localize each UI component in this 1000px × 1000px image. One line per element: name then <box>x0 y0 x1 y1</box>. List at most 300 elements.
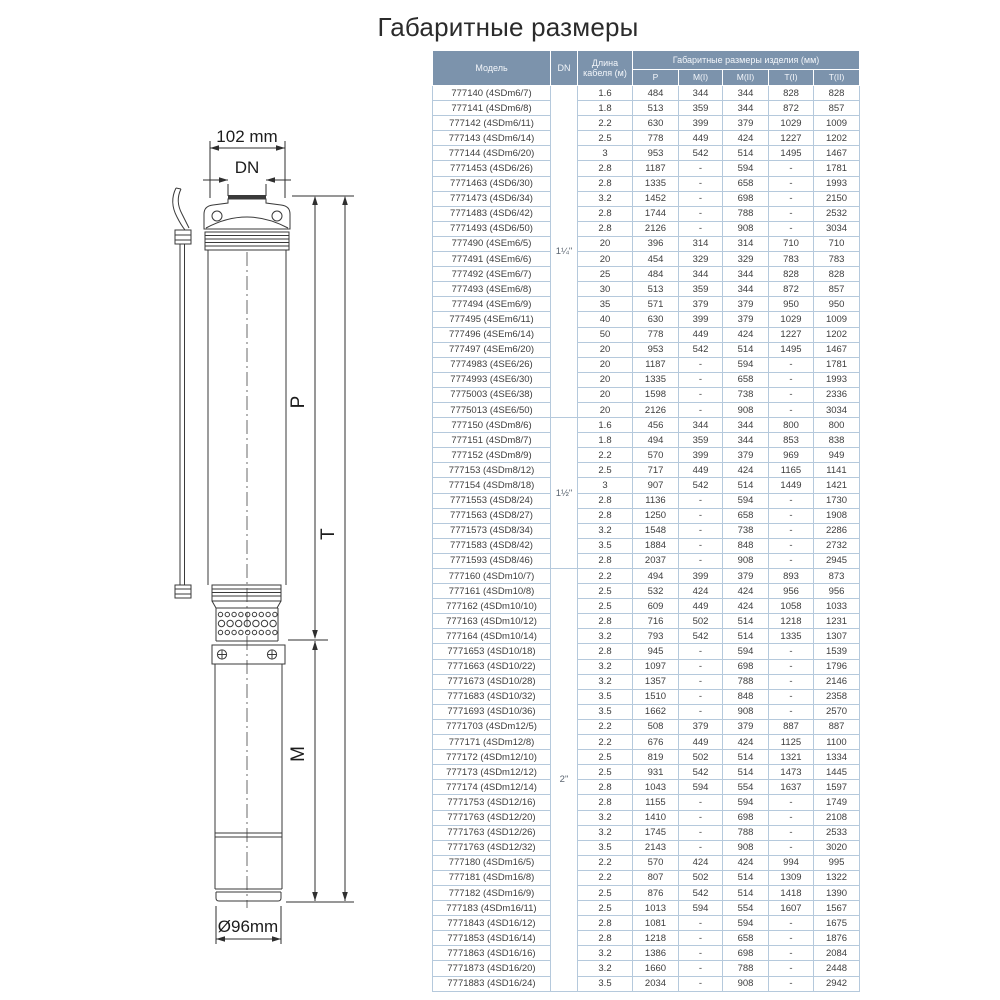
p-cell: 1410 <box>633 810 679 825</box>
m1-cell: 344 <box>679 418 723 433</box>
cable-cell: 20 <box>578 372 633 387</box>
t1-cell: 1227 <box>769 131 814 146</box>
model-cell: 7771883 (4SD16/24) <box>433 976 551 991</box>
model-cell: 7771453 (4SD6/26) <box>433 161 551 176</box>
table-row <box>433 584 860 599</box>
cable-guard <box>173 188 191 598</box>
m1-cell: 542 <box>679 765 723 780</box>
model-cell: 7771673 (4SD10/28) <box>433 674 551 689</box>
total-length-label: T <box>318 528 339 540</box>
t1-cell: - <box>769 795 814 810</box>
cable-cell: 3.5 <box>578 976 633 991</box>
p-cell: 819 <box>633 750 679 765</box>
cable-cell: 3.2 <box>578 825 633 840</box>
t2-cell: 1033 <box>814 599 860 614</box>
table-row <box>433 493 860 508</box>
p-cell: 1250 <box>633 508 679 523</box>
t1-cell: 872 <box>769 101 814 116</box>
cable-cell: 2.2 <box>578 719 633 734</box>
width-102mm-label: 102 mm <box>216 127 278 146</box>
col-ti: T(I) <box>769 70 814 86</box>
cable-cell: 2.8 <box>578 553 633 568</box>
m1-cell: - <box>679 221 723 236</box>
m1-cell: - <box>679 402 723 417</box>
model-cell: 777150 (4SDm8/6) <box>433 418 551 433</box>
t1-cell: 1125 <box>769 735 814 750</box>
p-cell: 717 <box>633 463 679 478</box>
t2-cell: 1796 <box>814 659 860 674</box>
table-row <box>433 674 860 689</box>
model-cell: 777161 (4SDm10/8) <box>433 584 551 599</box>
m1-cell: - <box>679 931 723 946</box>
t1-cell: 956 <box>769 584 814 599</box>
table-row <box>433 780 860 795</box>
p-cell: 807 <box>633 870 679 885</box>
table-row <box>433 659 860 674</box>
table-row <box>433 810 860 825</box>
t2-cell: 857 <box>814 282 860 297</box>
m2-cell: 658 <box>723 176 769 191</box>
t1-cell: 1029 <box>769 312 814 327</box>
table-row <box>433 312 860 327</box>
cable-cell: 2.8 <box>578 176 633 191</box>
motor-length-label: M <box>288 746 309 762</box>
m1-cell: 542 <box>679 478 723 493</box>
dn-group-cell: 2" <box>551 569 578 992</box>
p-cell: 2037 <box>633 553 679 568</box>
model-cell: 7771583 (4SD8/42) <box>433 538 551 553</box>
m1-cell: - <box>679 795 723 810</box>
page-title: Габаритные размеры <box>377 12 639 42</box>
diameter-96mm-label: Ø96mm <box>217 917 279 936</box>
table-row <box>433 735 860 750</box>
t2-cell: 1781 <box>814 357 860 372</box>
cable-cell: 3.5 <box>578 704 633 719</box>
p-cell: 484 <box>633 86 679 101</box>
p-cell: 456 <box>633 418 679 433</box>
t2-cell: 2286 <box>814 523 860 538</box>
cable-cell: 2.8 <box>578 916 633 931</box>
m2-cell: 379 <box>723 297 769 312</box>
cable-cell: 3.2 <box>578 191 633 206</box>
table-row <box>433 282 860 297</box>
cable-cell: 2.2 <box>578 448 633 463</box>
t1-cell: 1321 <box>769 750 814 765</box>
table-row <box>433 418 860 433</box>
p-cell: 907 <box>633 478 679 493</box>
cable-cell: 25 <box>578 267 633 282</box>
model-cell: 7775013 (4SE6/50) <box>433 402 551 417</box>
t1-cell: 828 <box>769 267 814 282</box>
table-row <box>433 870 860 885</box>
model-cell: 777182 (4SDm16/9) <box>433 885 551 900</box>
m2-cell: 424 <box>723 584 769 599</box>
m1-cell: 399 <box>679 116 723 131</box>
cable-cell: 2.5 <box>578 901 633 916</box>
m2-cell: 424 <box>723 855 769 870</box>
table-row <box>433 825 860 840</box>
m2-cell: 344 <box>723 101 769 116</box>
model-cell: 7771693 (4SD10/36) <box>433 704 551 719</box>
cable-cell: 20 <box>578 387 633 402</box>
p-cell: 396 <box>633 236 679 251</box>
cable-cell: 2.5 <box>578 765 633 780</box>
table-row <box>433 116 860 131</box>
m1-cell: 542 <box>679 629 723 644</box>
p-cell: 778 <box>633 131 679 146</box>
model-cell: 777492 (4SEm6/7) <box>433 267 551 282</box>
t2-cell: 956 <box>814 584 860 599</box>
model-cell: 777160 (4SDm10/7) <box>433 569 551 584</box>
t1-cell: 950 <box>769 297 814 312</box>
t2-cell: 857 <box>814 101 860 116</box>
table-row <box>433 931 860 946</box>
t2-cell: 3034 <box>814 402 860 417</box>
t1-cell: 1607 <box>769 901 814 916</box>
table-row <box>433 644 860 659</box>
p-cell: 630 <box>633 116 679 131</box>
t2-cell: 1141 <box>814 463 860 478</box>
t1-cell: - <box>769 931 814 946</box>
model-cell: 777183 (4SDm16/11) <box>433 901 551 916</box>
table-row <box>433 478 860 493</box>
cable-cell: 2.8 <box>578 493 633 508</box>
m1-cell: - <box>679 161 723 176</box>
p-cell: 1013 <box>633 901 679 916</box>
t2-cell: 1567 <box>814 901 860 916</box>
t2-cell: 2108 <box>814 810 860 825</box>
t2-cell: 950 <box>814 297 860 312</box>
table-row <box>433 569 860 584</box>
cable-cell: 2.8 <box>578 931 633 946</box>
p-cell: 532 <box>633 584 679 599</box>
cable-cell: 2.8 <box>578 644 633 659</box>
t1-cell: - <box>769 387 814 402</box>
m1-cell: 542 <box>679 342 723 357</box>
m1-cell: 502 <box>679 750 723 765</box>
t1-cell: - <box>769 810 814 825</box>
p-cell: 1452 <box>633 191 679 206</box>
t2-cell: 2570 <box>814 704 860 719</box>
cable-cell: 2.8 <box>578 508 633 523</box>
model-cell: 7771763 (4SD12/32) <box>433 840 551 855</box>
col-model: Модель <box>433 51 551 86</box>
t1-cell: - <box>769 191 814 206</box>
t1-cell: 1227 <box>769 327 814 342</box>
t2-cell: 1202 <box>814 131 860 146</box>
model-cell: 777144 (4SDm6/20) <box>433 146 551 161</box>
p-cell: 571 <box>633 297 679 312</box>
t2-cell: 2448 <box>814 961 860 976</box>
t2-cell: 1675 <box>814 916 860 931</box>
t2-cell: 800 <box>814 418 860 433</box>
m2-cell: 424 <box>723 463 769 478</box>
p-cell: 1744 <box>633 206 679 221</box>
m2-cell: 594 <box>723 493 769 508</box>
model-cell: 777497 (4SEm6/20) <box>433 342 551 357</box>
cable-cell: 3.2 <box>578 629 633 644</box>
cable-cell: 2.2 <box>578 870 633 885</box>
t2-cell: 1100 <box>814 735 860 750</box>
p-cell: 1081 <box>633 916 679 931</box>
model-cell: 7771483 (4SD6/42) <box>433 206 551 221</box>
table-row <box>433 372 860 387</box>
cable-cell: 2.5 <box>578 750 633 765</box>
t2-cell: 1597 <box>814 780 860 795</box>
pump-head <box>204 195 290 232</box>
m1-cell: - <box>679 916 723 931</box>
model-cell: 7771753 (4SD12/16) <box>433 795 551 810</box>
cable-cell: 2.5 <box>578 885 633 900</box>
p-cell: 570 <box>633 855 679 870</box>
t2-cell: 2533 <box>814 825 860 840</box>
m2-cell: 594 <box>723 161 769 176</box>
m2-cell: 329 <box>723 252 769 267</box>
cable-cell: 1.6 <box>578 86 633 101</box>
t1-cell: - <box>769 206 814 221</box>
cable-cell: 1.6 <box>578 418 633 433</box>
cable-cell: 35 <box>578 297 633 312</box>
t2-cell: 1730 <box>814 493 860 508</box>
cable-cell: 3 <box>578 478 633 493</box>
m2-cell: 554 <box>723 780 769 795</box>
p-cell: 1357 <box>633 674 679 689</box>
model-cell: 777493 (4SEm6/8) <box>433 282 551 297</box>
table-row <box>433 885 860 900</box>
table-row <box>433 267 860 282</box>
m2-cell: 738 <box>723 387 769 402</box>
t2-cell: 1322 <box>814 870 860 885</box>
t1-cell: 872 <box>769 282 814 297</box>
m2-cell: 658 <box>723 931 769 946</box>
t2-cell: 1467 <box>814 342 860 357</box>
model-cell: 7771473 (4SD6/34) <box>433 191 551 206</box>
p-cell: 1386 <box>633 946 679 961</box>
p-cell: 1187 <box>633 161 679 176</box>
m2-cell: 344 <box>723 86 769 101</box>
m2-cell: 379 <box>723 719 769 734</box>
t1-cell: - <box>769 674 814 689</box>
model-cell: 777164 (4SDm10/14) <box>433 629 551 644</box>
m1-cell: 424 <box>679 584 723 599</box>
cable-cell: 20 <box>578 236 633 251</box>
dim-vertical-lines <box>286 196 354 902</box>
col-p: P <box>633 70 679 86</box>
col-cable-length: Длина кабеля (м) <box>578 51 633 86</box>
table-row <box>433 961 860 976</box>
m2-cell: 738 <box>723 523 769 538</box>
m1-cell: - <box>679 191 723 206</box>
p-cell: 609 <box>633 599 679 614</box>
m1-cell: 314 <box>679 236 723 251</box>
model-cell: 7774983 (4SE6/26) <box>433 357 551 372</box>
intake-screen-holes <box>218 612 277 634</box>
m2-cell: 908 <box>723 553 769 568</box>
p-cell: 2034 <box>633 976 679 991</box>
t2-cell: 3020 <box>814 840 860 855</box>
m2-cell: 424 <box>723 131 769 146</box>
dn-group-cell: 1½" <box>551 418 578 569</box>
model-cell: 777163 (4SDm10/12) <box>433 614 551 629</box>
t2-cell: 783 <box>814 252 860 267</box>
m1-cell: 379 <box>679 297 723 312</box>
t2-cell: 2150 <box>814 191 860 206</box>
m2-cell: 594 <box>723 795 769 810</box>
m1-cell: 542 <box>679 885 723 900</box>
t1-cell: - <box>769 508 814 523</box>
m1-cell: - <box>679 644 723 659</box>
t2-cell: 873 <box>814 569 860 584</box>
t2-cell: 1539 <box>814 644 860 659</box>
p-cell: 876 <box>633 885 679 900</box>
t1-cell: - <box>769 402 814 417</box>
dimensions-table <box>432 50 860 992</box>
table-row <box>433 538 860 553</box>
cable-cell: 3.2 <box>578 810 633 825</box>
t2-cell: 3034 <box>814 221 860 236</box>
m2-cell: 554 <box>723 901 769 916</box>
cable-cell: 2.2 <box>578 735 633 750</box>
m2-cell: 788 <box>723 961 769 976</box>
m1-cell: - <box>679 659 723 674</box>
cable-cell: 3.2 <box>578 674 633 689</box>
m2-cell: 698 <box>723 191 769 206</box>
t1-cell: - <box>769 704 814 719</box>
model-cell: 777153 (4SDm8/12) <box>433 463 551 478</box>
t2-cell: 2532 <box>814 206 860 221</box>
t2-cell: 828 <box>814 267 860 282</box>
table-row <box>433 402 860 417</box>
m2-cell: 658 <box>723 372 769 387</box>
m1-cell: - <box>679 206 723 221</box>
m2-cell: 908 <box>723 402 769 417</box>
p-cell: 793 <box>633 629 679 644</box>
table-row <box>433 614 860 629</box>
m1-cell: 379 <box>679 719 723 734</box>
m2-cell: 908 <box>723 976 769 991</box>
t2-cell: 1390 <box>814 885 860 900</box>
cable-cell: 2.5 <box>578 131 633 146</box>
p-cell: 1662 <box>633 704 679 719</box>
m2-cell: 379 <box>723 448 769 463</box>
model-cell: 7771863 (4SD16/16) <box>433 946 551 961</box>
t1-cell: 1473 <box>769 765 814 780</box>
p-cell: 1155 <box>633 795 679 810</box>
table-body <box>433 86 860 992</box>
t1-cell: - <box>769 689 814 704</box>
table-row <box>433 553 860 568</box>
p-cell: 778 <box>633 327 679 342</box>
m1-cell: 449 <box>679 735 723 750</box>
cable-cell: 3.2 <box>578 961 633 976</box>
t2-cell: 1993 <box>814 372 860 387</box>
t1-cell: 1218 <box>769 614 814 629</box>
m1-cell: - <box>679 689 723 704</box>
t2-cell: 2942 <box>814 976 860 991</box>
cable-cell: 2.2 <box>578 116 633 131</box>
model-cell: 7771493 (4SD6/50) <box>433 221 551 236</box>
m1-cell: - <box>679 387 723 402</box>
t1-cell: - <box>769 538 814 553</box>
model-cell: 7774993 (4SE6/30) <box>433 372 551 387</box>
model-cell: 777180 (4SDm16/5) <box>433 855 551 870</box>
t2-cell: 1445 <box>814 765 860 780</box>
m2-cell: 698 <box>723 659 769 674</box>
t2-cell: 1202 <box>814 327 860 342</box>
m1-cell: - <box>679 357 723 372</box>
model-cell: 7771873 (4SD16/20) <box>433 961 551 976</box>
p-cell: 508 <box>633 719 679 734</box>
col-tii: T(II) <box>814 70 860 86</box>
cable-cell: 1.8 <box>578 101 633 116</box>
motor-body <box>215 664 282 901</box>
model-cell: 777491 (4SEm6/6) <box>433 252 551 267</box>
table-row <box>433 463 860 478</box>
m2-cell: 908 <box>723 840 769 855</box>
t2-cell: 2336 <box>814 387 860 402</box>
table-row <box>433 191 860 206</box>
col-dn: DN <box>551 51 578 86</box>
t1-cell: - <box>769 961 814 976</box>
m1-cell: - <box>679 961 723 976</box>
cable-cell: 20 <box>578 342 633 357</box>
cable-cell: 2.5 <box>578 463 633 478</box>
m1-cell: 399 <box>679 569 723 584</box>
p-cell: 931 <box>633 765 679 780</box>
m2-cell: 848 <box>723 538 769 553</box>
cable-cell: 20 <box>578 402 633 417</box>
p-cell: 2143 <box>633 840 679 855</box>
t2-cell: 1781 <box>814 161 860 176</box>
t1-cell: 800 <box>769 418 814 433</box>
t2-cell: 1334 <box>814 750 860 765</box>
model-cell: 777494 (4SEm6/9) <box>433 297 551 312</box>
model-cell: 7771573 (4SD8/34) <box>433 523 551 538</box>
t1-cell: 1449 <box>769 478 814 493</box>
m2-cell: 379 <box>723 312 769 327</box>
model-cell: 777171 (4SDm12/8) <box>433 735 551 750</box>
table-row <box>433 297 860 312</box>
p-cell: 570 <box>633 448 679 463</box>
table-row <box>433 629 860 644</box>
p-cell: 454 <box>633 252 679 267</box>
t2-cell: 2732 <box>814 538 860 553</box>
m1-cell: 449 <box>679 131 723 146</box>
cable-cell: 40 <box>578 312 633 327</box>
m1-cell: - <box>679 508 723 523</box>
m1-cell: 449 <box>679 599 723 614</box>
m2-cell: 344 <box>723 267 769 282</box>
cable-cell: 2.8 <box>578 161 633 176</box>
m2-cell: 594 <box>723 916 769 931</box>
p-cell: 494 <box>633 569 679 584</box>
t1-cell: - <box>769 644 814 659</box>
table-row <box>433 916 860 931</box>
m1-cell: - <box>679 493 723 508</box>
model-cell: 7771653 (4SD10/18) <box>433 644 551 659</box>
t1-cell: - <box>769 916 814 931</box>
table-row <box>433 946 860 961</box>
t1-cell: 1495 <box>769 342 814 357</box>
m1-cell: - <box>679 704 723 719</box>
model-cell: 7771593 (4SD8/46) <box>433 553 551 568</box>
cable-cell: 3.5 <box>578 689 633 704</box>
t2-cell: 2146 <box>814 674 860 689</box>
m1-cell: - <box>679 810 723 825</box>
p-cell: 630 <box>633 312 679 327</box>
t1-cell: 1637 <box>769 780 814 795</box>
m1-cell: 502 <box>679 870 723 885</box>
